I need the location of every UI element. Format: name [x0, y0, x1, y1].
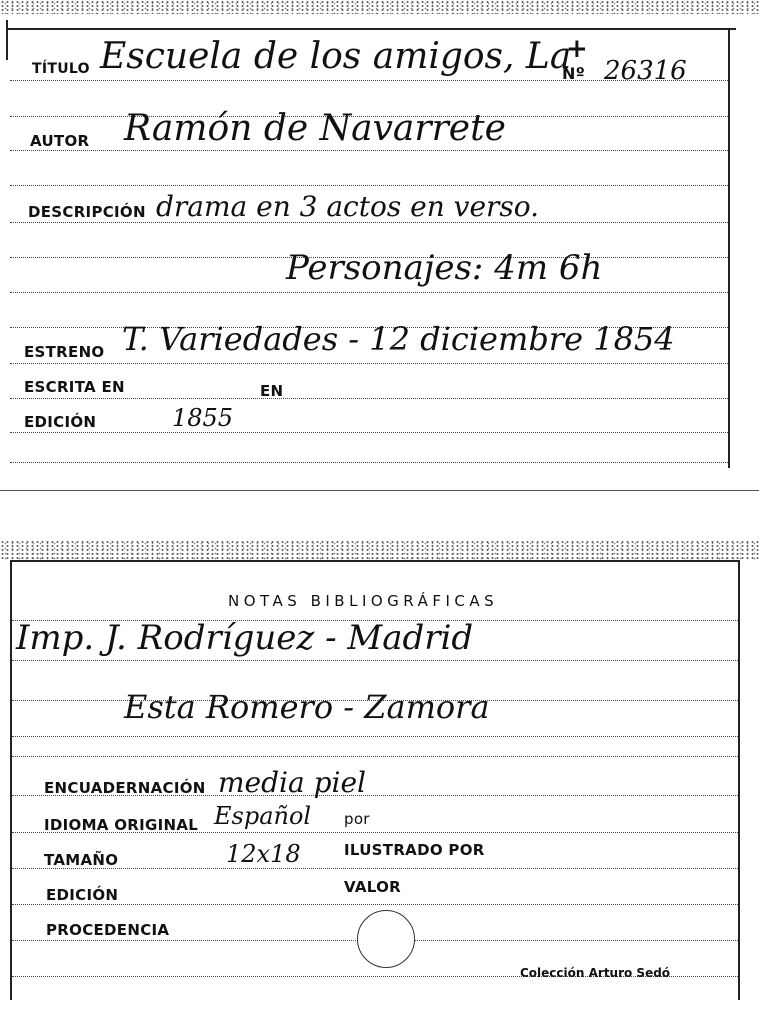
right-frame-line — [728, 28, 730, 468]
edicion-value: 1855 — [172, 404, 234, 432]
rule — [10, 398, 728, 399]
rule — [12, 756, 738, 757]
tamano-value: 12x18 — [226, 840, 301, 868]
descripcion-label: DESCRIPCIÓN — [28, 203, 146, 221]
top-edge-speckle — [0, 0, 759, 14]
estreno-value: T. Variedades - 12 diciembre 1854 — [122, 320, 675, 358]
idioma-original-value: Español — [214, 802, 312, 830]
titulo-label: TÍTULO — [32, 61, 90, 77]
bottom-top-frame-line — [10, 560, 740, 562]
rule — [12, 868, 738, 869]
coleccion-imprint: Colección Arturo Sedó — [520, 966, 671, 980]
rule — [10, 150, 728, 151]
edicion-bottom-label: EDICIÓN — [46, 886, 119, 904]
bottom-edge-speckle — [0, 540, 759, 560]
left-frame-tick — [6, 20, 8, 60]
titulo-value: Escuela de los amigos, La — [100, 36, 572, 77]
estreno-label: ESTRENO — [24, 343, 105, 361]
plus-mark: + — [566, 34, 588, 64]
rule — [12, 904, 738, 905]
rule — [10, 363, 728, 364]
rule — [10, 432, 728, 433]
rule — [12, 660, 738, 661]
por-label: por — [344, 810, 370, 828]
rule — [10, 292, 728, 293]
rule — [12, 736, 738, 737]
notas-title: NOTAS BIBLIOGRÁFICAS — [228, 592, 499, 610]
top-frame-line — [6, 28, 736, 30]
bottom-left-frame-line — [10, 560, 12, 1000]
notes-line-1: Imp. J. Rodríguez - Madrid — [16, 618, 474, 658]
card-cut-line — [0, 490, 759, 491]
punch-hole — [357, 910, 415, 968]
ilustrado-por-label: ILUSTRADO POR — [344, 841, 485, 859]
procedencia-label: PROCEDENCIA — [46, 921, 170, 939]
numero-label: Nº — [562, 64, 586, 83]
en-label: EN — [260, 382, 284, 400]
valor-label: VALOR — [344, 878, 402, 896]
rule — [10, 462, 728, 463]
notes-line-2: Esta Romero - Zamora — [124, 688, 490, 726]
encuadernacion-label: ENCUADERNACIÓN — [44, 779, 206, 797]
autor-value: Ramón de Navarrete — [124, 108, 506, 149]
numero-value: 26316 — [604, 56, 687, 86]
escrita-en-label: ESCRITA EN — [24, 378, 125, 396]
rule — [10, 185, 728, 186]
descripcion-value: drama en 3 actos en verso. — [156, 190, 540, 223]
bottom-right-frame-line — [738, 560, 740, 1000]
tamano-label: TAMAÑO — [44, 851, 119, 869]
edicion-label: EDICIÓN — [24, 413, 97, 431]
catalog-card-top — [0, 0, 759, 492]
autor-label: AUTOR — [30, 132, 90, 150]
catalog-card-bottom — [0, 540, 759, 1028]
descripcion-value-line2: Personajes: 4m 6h — [286, 248, 603, 288]
idioma-original-label: IDIOMA ORIGINAL — [44, 816, 199, 834]
encuadernacion-value: media piel — [218, 766, 366, 799]
